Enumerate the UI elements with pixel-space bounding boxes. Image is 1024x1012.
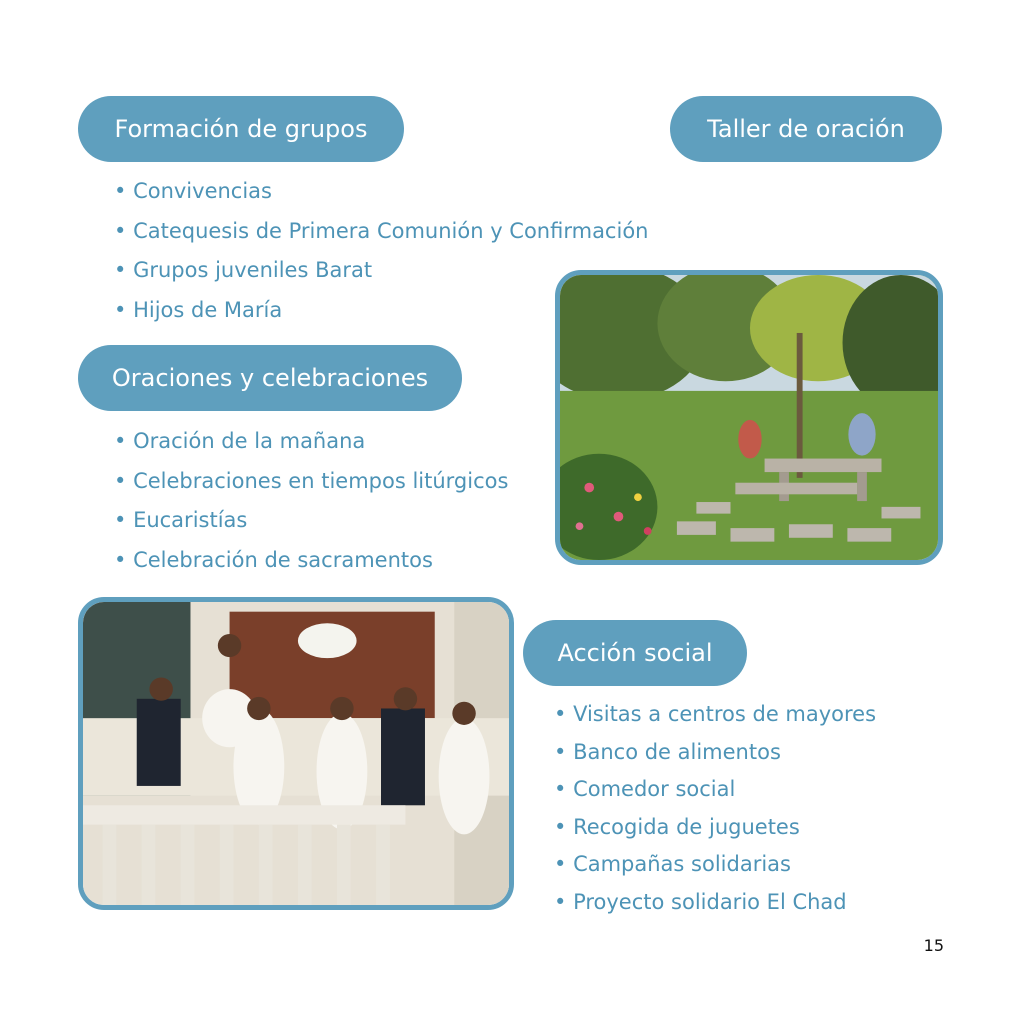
list-item: • Comedor social — [554, 771, 876, 809]
taller-title: Taller de oración — [670, 96, 942, 162]
list-item: • Catequesis de Primera Comunión y Confirmación — [114, 212, 648, 252]
formacion-title: Formación de grupos — [78, 96, 404, 162]
oraciones-list — [114, 422, 508, 580]
chapel-celebration-photo — [78, 597, 514, 910]
list-item: • Banco de alimentos — [554, 734, 876, 772]
list-item: • Visitas a centros de mayores — [554, 696, 876, 734]
page-number: 15 — [923, 936, 944, 955]
list-item: • Hijos de María — [114, 291, 648, 331]
list-item: • Celebración de sacramentos — [114, 541, 508, 581]
accion-title: Acción social — [523, 620, 747, 686]
list-item: • Campañas solidarias — [554, 846, 876, 884]
list-item: • Grupos juveniles Barat — [114, 251, 648, 291]
list-item: • Proyecto solidario El Chad — [554, 884, 876, 922]
accion-list — [554, 696, 876, 922]
list-item: • Eucaristías — [114, 501, 508, 541]
garden-prayer-photo — [555, 270, 943, 565]
list-item: • Celebraciones en tiempos litúrgicos — [114, 462, 508, 502]
list-item: • Convivencias — [114, 172, 648, 212]
list-item: • Oración de la mañana — [114, 422, 508, 462]
list-item: • Recogida de juguetes — [554, 809, 876, 847]
oraciones-title: Oraciones y celebraciones — [78, 345, 462, 411]
